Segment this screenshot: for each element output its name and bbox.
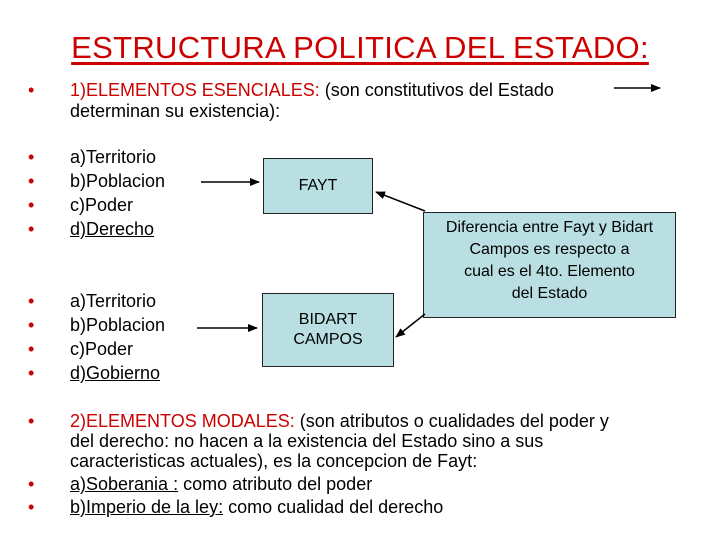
list-item: c)Poder xyxy=(70,339,134,359)
section2-heading-label: 2)ELEMENTOS MODALES: xyxy=(70,411,295,431)
item-soberania xyxy=(70,474,372,495)
bullet: • xyxy=(28,147,35,167)
difference-line: Campos es respecto a xyxy=(469,241,630,258)
bullet: • xyxy=(28,363,35,383)
difference-line: del Estado xyxy=(511,285,588,302)
item-imperio-text: como cualidad del derecho xyxy=(223,497,444,517)
section2-line3: caracteristicas actuales), es la concepcion de Fayt: xyxy=(70,451,478,471)
section1-heading-text: (son constitutivos del Estado xyxy=(319,80,554,100)
list-item: b)Poblacion xyxy=(70,315,166,335)
bullet: • xyxy=(28,291,35,311)
bullet: • xyxy=(28,315,35,335)
arrow-diff-to-bidart xyxy=(396,314,425,337)
list-item: a)Territorio xyxy=(70,291,157,311)
bullet: • xyxy=(28,219,35,239)
bullet: • xyxy=(28,171,35,191)
list-item: b)Poblacion xyxy=(70,171,166,191)
item-imperio xyxy=(70,497,443,518)
page-title: ESTRUCTURA POLITICA DEL ESTADO: xyxy=(71,30,649,65)
bidart-line2: CAMPOS xyxy=(293,331,363,348)
item-imperio-label: b)Imperio de la ley: xyxy=(70,497,224,517)
arrow-diff-to-fayt xyxy=(376,192,425,211)
section2-heading-text: (son atributos o cualidades del poder y xyxy=(294,411,609,431)
list-item: d)Gobierno xyxy=(70,363,161,383)
difference-line: cual es el 4to. Elemento xyxy=(464,263,635,280)
bullet: • xyxy=(28,80,35,100)
bullet: • xyxy=(28,497,35,517)
bullet: • xyxy=(28,474,35,494)
list-item: a)Territorio xyxy=(70,147,157,167)
list-item: c)Poder xyxy=(70,195,134,215)
bidart-line1: BIDART xyxy=(298,311,358,328)
section2-line2: del derecho: no hacen a la existencia del Estado sino a sus xyxy=(70,431,544,451)
list-item: d)Derecho xyxy=(70,219,155,239)
bullet: • xyxy=(28,195,35,215)
section1-heading-line2: determinan su existencia): xyxy=(70,101,281,121)
bullet: • xyxy=(28,339,35,359)
fayt-box: FAYT xyxy=(263,158,373,214)
bullet: • xyxy=(28,411,35,431)
item-soberania-text: como atributo del poder xyxy=(178,474,373,494)
difference-line: Diferencia entre Fayt y Bidart xyxy=(445,219,654,236)
section1-heading-label: 1)ELEMENTOS ESENCIALES: xyxy=(70,80,320,100)
item-soberania-label: a)Soberania : xyxy=(70,474,179,494)
section2-heading xyxy=(70,411,710,432)
